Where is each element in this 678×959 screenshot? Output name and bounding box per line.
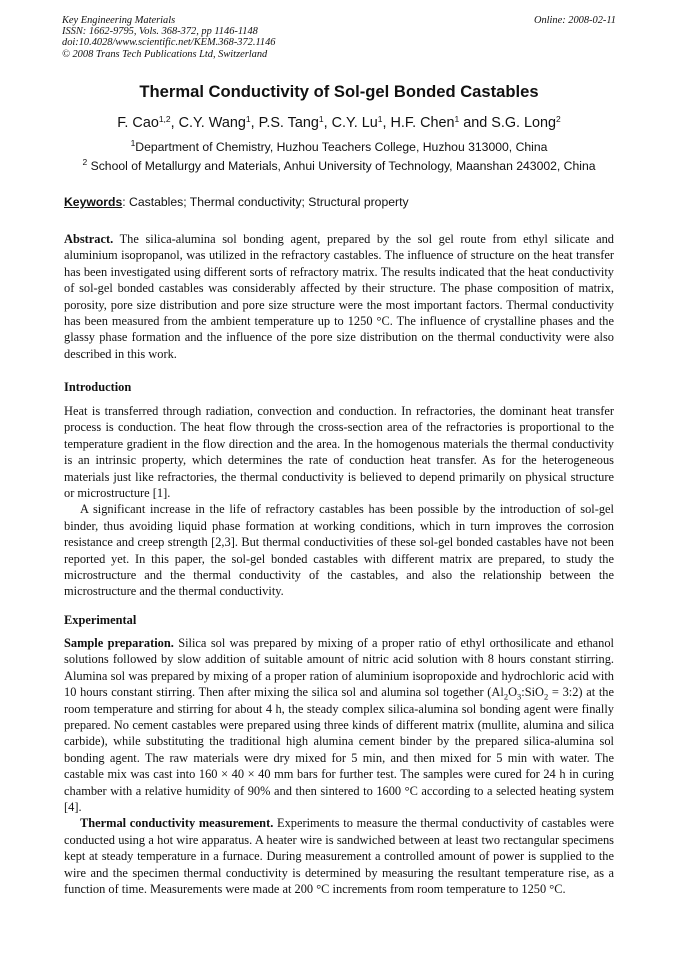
author: C.Y. Wang$^1$,: [178, 114, 259, 131]
author-list: [0, 115, 678, 131]
copyright-line: © 2008 Trans Tech Publications Ltd, Switzerland: [62, 48, 268, 60]
online-date: Online: 2008-02-11: [533, 15, 616, 26]
affiliation-2: $^2$ School of Metallurgy and Materials, Anhui University of Technology, Maanshan 243002, China: [82, 157, 596, 173]
affiliation-1: $^1$Department of Chemistry, Huzhou Teachers College, Huzhou 313000, China: [130, 138, 548, 154]
introduction-heading: Introduction: [64, 380, 132, 394]
doi-line: doi:10.4028/www.scientific.net/KEM.368-372.1146: [62, 37, 276, 49]
author: C.Y. Lu$^1$,: [331, 114, 391, 131]
issn-line: ISSN: 1662-9795, Vols. 368-372, pp 1146-1148: [62, 26, 258, 38]
sample-preparation-label: Sample preparation.: [64, 636, 174, 650]
introduction-paragraph-2: A significant increase in the life of refractory castables has been possible by the introduction of sol-gel binder, thus avoiding liquid phase formation at working conditions, which in turn improves the corrosion resistance and creep strength [2,3]. But thermal conductivities of these sol-gel bonded castables have not been reported yet. In this paper, the sol-gel bonded castables with different matrix are prepared, to study the microstructure and the thermal conductivity of the castables, and also the relationship between the microstructure and the thermal conductivity.: [64, 502, 614, 599]
experimental-heading: Experimental: [64, 613, 137, 627]
experimental-body: [64, 635, 614, 898]
journal-name: Key Engineering Materials: [62, 15, 176, 26]
keywords-text: Castables; Thermal conductivity; Structural property: [129, 195, 409, 209]
introduction-body: [64, 403, 614, 600]
paper-title: Thermal Conductivity of Sol-gel Bonded Castables: [139, 82, 539, 101]
introduction-paragraph-1: Heat is transferred through radiation, convection and conduction. In refractories, the dominant heat transfer process is conduction. The heat flow through the cross-section area of the refractories is proportional to the temperature gradient in the flow direction and the area. In the homogenous materials the thermal conductivity is an intrinsic property, which determines the rate of conduction heat transfer. As for the heterogeneous materials just like refractories, the thermal conductivity is believed to depend primarily on physical structure or microstructure [1].: [64, 404, 614, 501]
journal-header: [62, 15, 616, 60]
author: S.G. Long$^2$: [491, 114, 561, 131]
author: P.S. Tang$^1$,: [258, 114, 332, 131]
abstract: [64, 231, 614, 362]
abstract-label: Abstract.: [64, 232, 114, 246]
author: H.F. Chen$^1$ and: [390, 114, 492, 131]
thermal-measurement-label: Thermal conductivity measurement.: [80, 816, 274, 831]
thermal-measurement-paragraph: Thermal conductivity measurement. Experiments to measure the thermal conductivity of castables were conducted using a hot wire apparatus. A heater wire is sandwiched between at least two rectangular specimens kept at steady temperature in a furnace. During measurement a controlled amount of power is supplied to the wire and the specimen thermal conductivity is determined by measuring the resultant temperature rise, as a function of time. Measurements were made at 200 °C increments from room temperature to 1250 °C.: [64, 816, 614, 897]
abstract-text: The silica-alumina sol bonding agent, prepared by the sol gel route from ethyl silicate and aluminium isopropanol, was utilized in the refractory castables. The influence of structure on the heat transfer has been investigated using different sorts of refractory matrix. The results indicated that the heat conductivity of sol-gel bonded castables was considerably affected by their structure. The phase composition of matrix, porosity, pore size distribution and pore size structure were the most important factors. Thermal conductivity has been measured from the ambient temperature up to 1250 °C. The influence of crystalline phases and the glassy phase formation and the influence of the pore size distribution on the thermal conductivity were also described in this work.: [64, 232, 615, 361]
author: F. Cao$^{1,2}$,: [117, 114, 179, 131]
keywords-label: Keywords: [64, 195, 123, 209]
keywords-line: Keywords: Castables; Thermal conductivity; Structural property: [64, 195, 409, 209]
sample-preparation-paragraph: Sample preparation. Silica sol was prepared by mixing of a proper ratio of ethyl orthosilicate and ethanol solutions followed by slow addition of suitable amount of nitric acid solution with 8 hours constant stirring. Alumina sol was prepared by mixing of a proper ration of aluminium isopropoxide and hydrochloric acid with 10 hours constant stirring. Then after mixing the silica sol and alumina sol together ($Al_2O_3:SiO_2$ = 3:2) at the room temperature and stirring for about 4 h, the steady complex silica-alumina sol bonding agent were finally prepared. No cement castables were prepared using three kinds of different matrix (mullite, alumina and silica carbide), while substituting the traditional high alumina cement binder by the prepared silica-alumina sol bonding agent. The raw materials were dry mixed for 5 min, and then mixed for 5 min with water. The castable mix was cast into 160 × 40 × 40 mm bars for further test. The samples were cured for 24 h in curing chamber with a relative humidity of 90% and then sintered to 1600 °C according to a selected heating system [4].: [64, 636, 615, 815]
